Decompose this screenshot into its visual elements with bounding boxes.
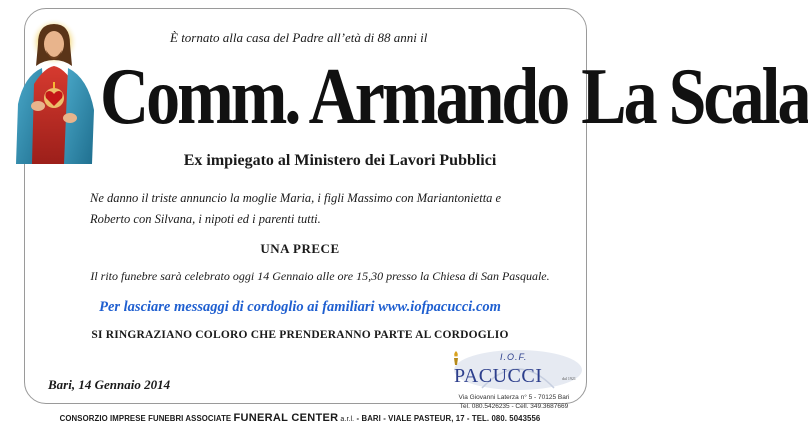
thanks-text: SI RINGRAZIANO COLORO CHE PRENDERANNO PARTE AL CORDOGLIO bbox=[91, 329, 509, 341]
footer-bar bbox=[0, 412, 600, 424]
deceased-role: Ex impiegato al Ministero dei Lavori Pubblici bbox=[183, 152, 497, 169]
sacred-heart-image bbox=[8, 14, 100, 164]
prece-heading: UNA PRECE bbox=[260, 241, 340, 256]
intro-text: È tornato alla casa del Padre all’età di 88 anni il bbox=[170, 30, 428, 45]
logo-iof: I.O.F. bbox=[500, 352, 528, 362]
deceased-name: Comm. Armando La Scala bbox=[100, 51, 808, 141]
logo-contact bbox=[444, 393, 584, 411]
announcement-line: Ne danno il triste annuncio la moglie Maria, i figli Massimo con Mariantonietta e bbox=[90, 191, 502, 205]
logo-name: PACUCCI bbox=[454, 365, 543, 387]
announcement-text bbox=[90, 188, 560, 230]
torch-icon bbox=[450, 350, 462, 366]
announcement-line: Roberto con Silvana, i nipoti ed i parenti tutti. bbox=[90, 212, 321, 226]
notice-date: Bari, 14 Gennaio 2014 bbox=[48, 377, 171, 392]
footer-company-type: a.r.l. bbox=[338, 416, 355, 423]
logo-address: Via Giovanni Laterza n° 5 - 70125 Bari bbox=[458, 394, 570, 401]
footer-brand: FUNERAL CENTER bbox=[233, 412, 339, 424]
logo-phones: Tel. 080.5426235 - Cell. 349.3687669 bbox=[459, 403, 569, 410]
footer-prefix: CONSORZIO IMPRESE FUNEBRI ASSOCIATE bbox=[59, 414, 234, 423]
logo-since: dal 1921 bbox=[562, 376, 576, 381]
funeral-rite-text: Il rito funebre sarà celebrato oggi 14 Gennaio alle ore 15,30 presso la Chiesa di San Pasquale. bbox=[90, 269, 550, 283]
footer-address: - BARI - VIALE PASTEUR, 17 - TEL. 080. 5043556 bbox=[354, 414, 541, 423]
condolence-messages-link[interactable]: Per lasciare messaggi di cordoglio ai familiari www.iofpacucci.com bbox=[99, 299, 501, 315]
